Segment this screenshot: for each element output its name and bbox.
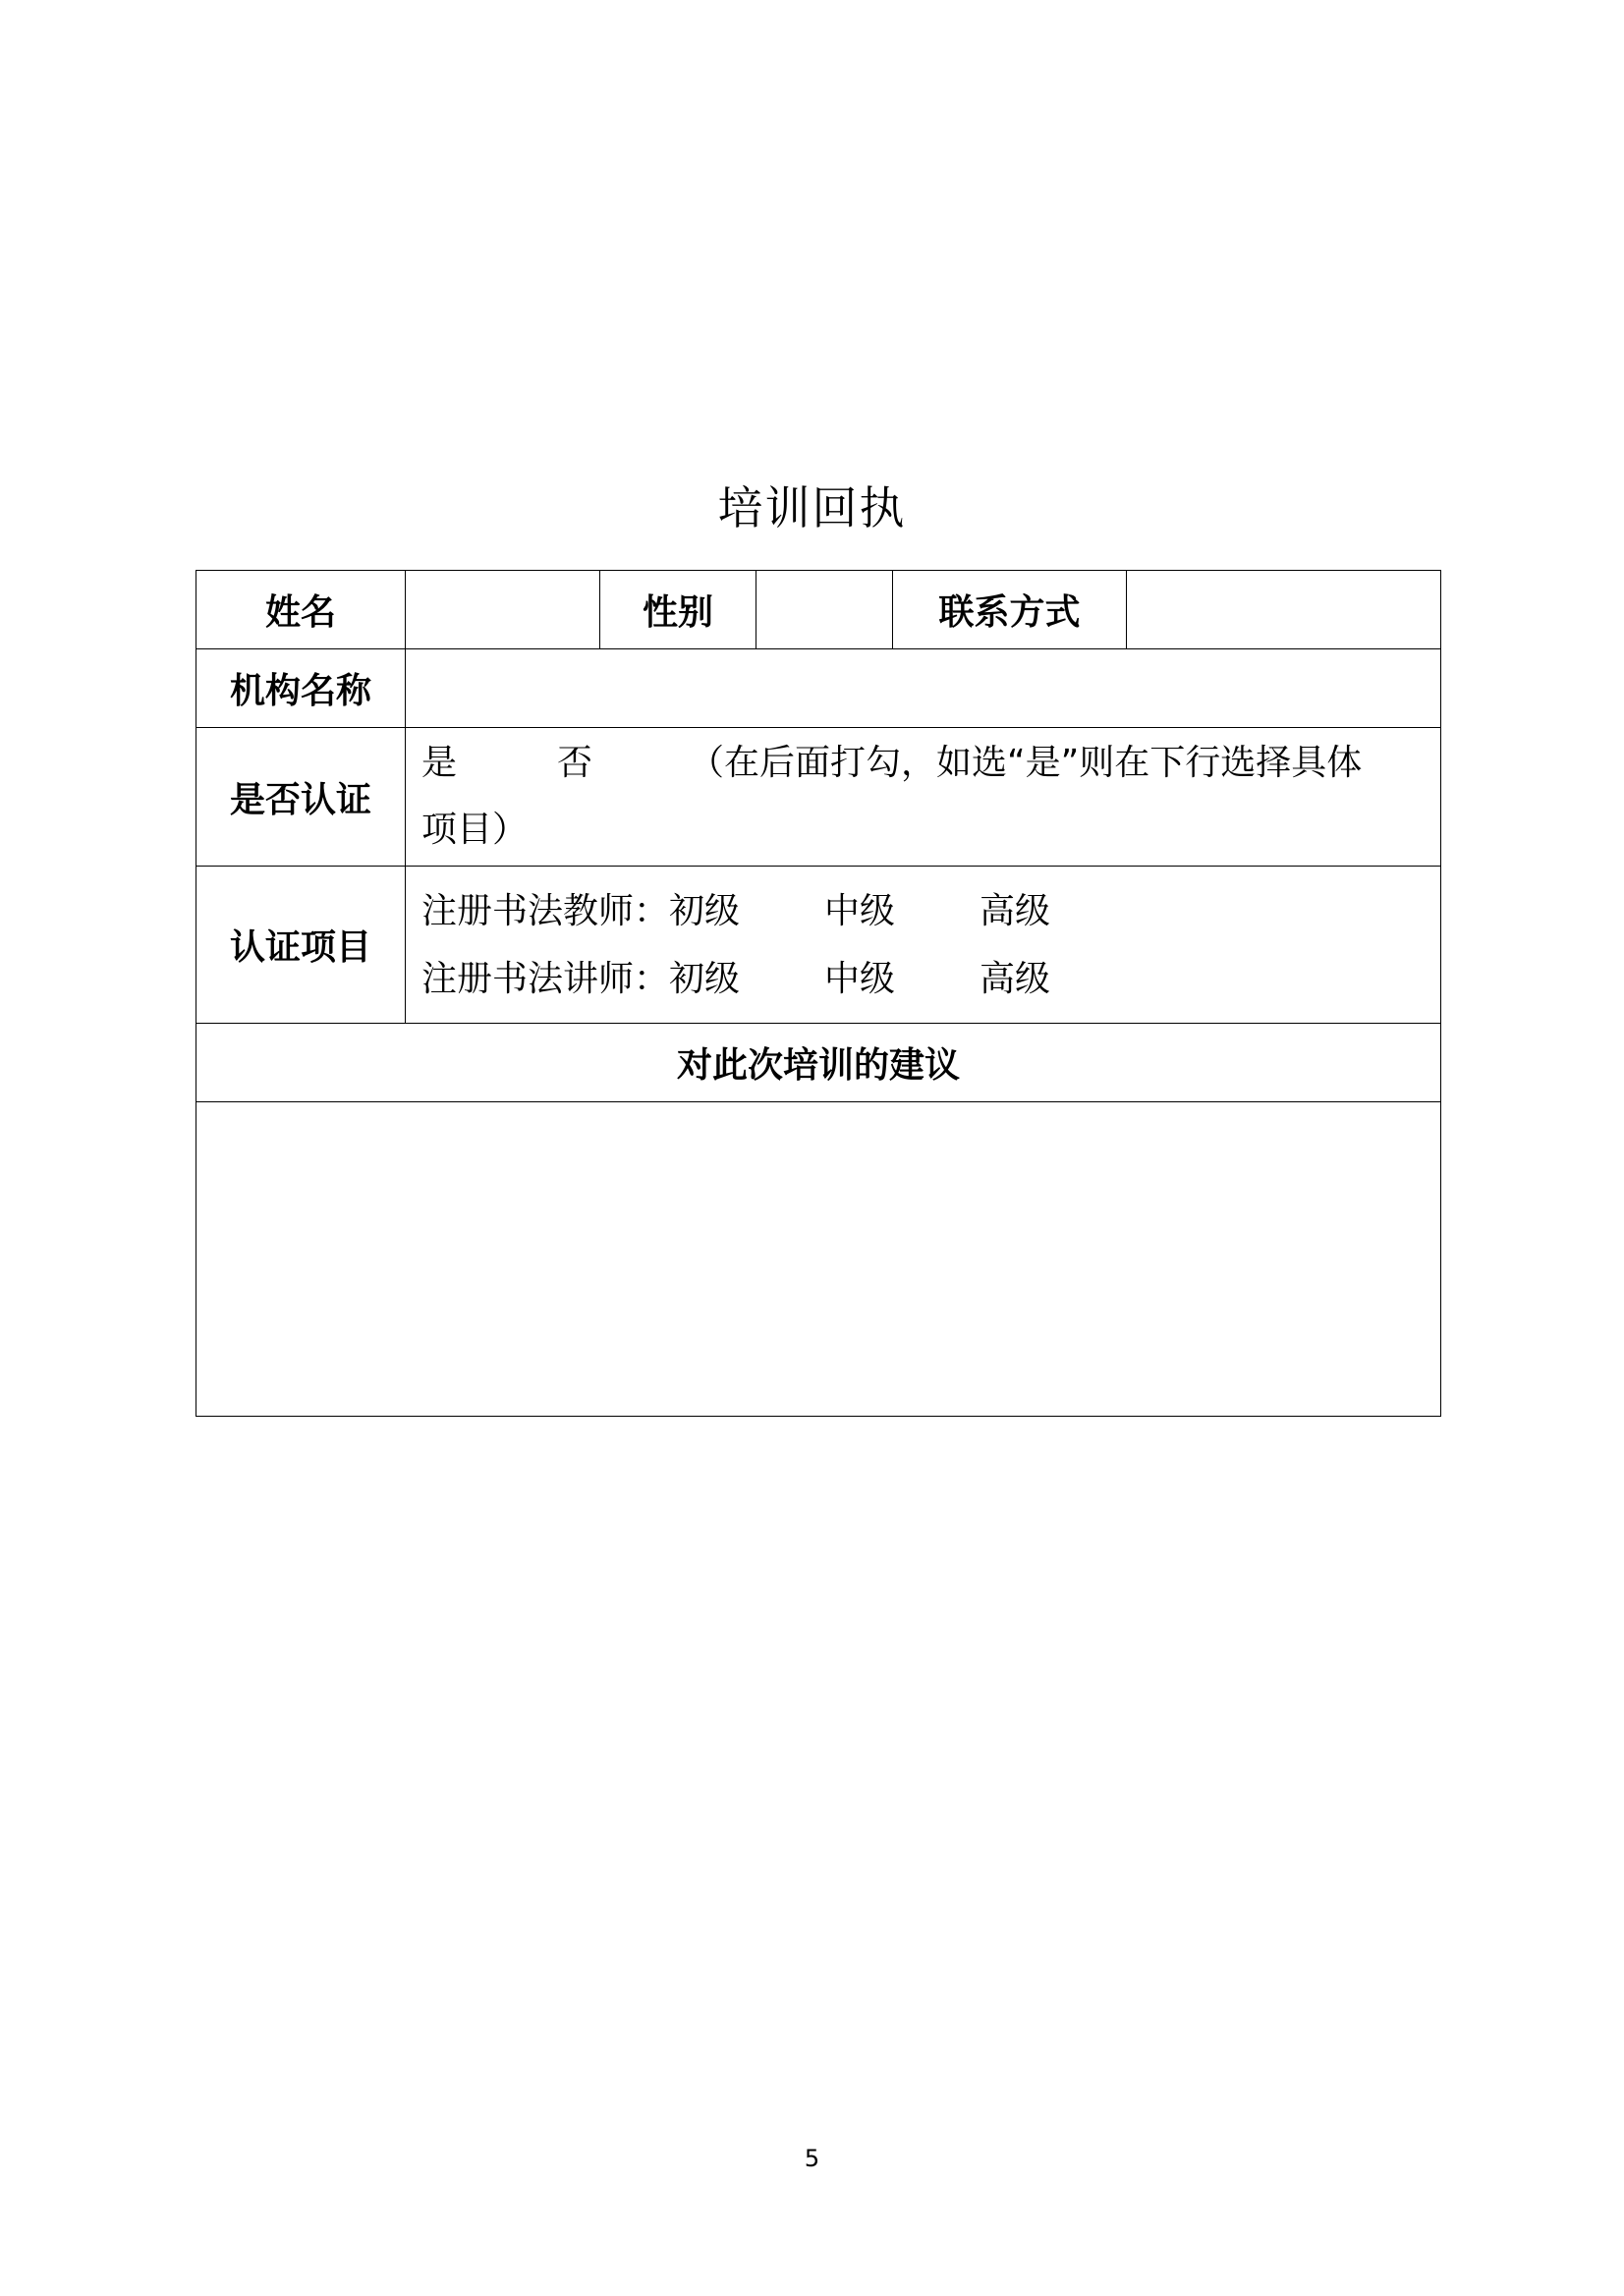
name-label: 姓名 xyxy=(196,571,406,649)
level-option-junior[interactable]: 初级 xyxy=(669,958,741,999)
suggestion-field[interactable] xyxy=(196,1102,1441,1417)
cert-items-label: 认证项目 xyxy=(196,867,406,1024)
form-row-certification xyxy=(196,728,1441,867)
form-row-organization xyxy=(196,649,1441,728)
training-receipt-form xyxy=(196,570,1441,1417)
cert-item-teacher xyxy=(421,877,1440,945)
gender-field[interactable] xyxy=(756,571,893,649)
level-option-junior[interactable]: 初级 xyxy=(669,890,741,931)
form-row-suggestion-header xyxy=(196,1024,1441,1102)
cert-items-cell xyxy=(406,867,1441,1024)
form-row-cert-items xyxy=(196,867,1441,1024)
certification-instruction-continued: 项目） xyxy=(421,810,529,850)
name-field[interactable] xyxy=(406,571,600,649)
certification-choice-cell[interactable] xyxy=(406,728,1441,867)
level-option-senior[interactable]: 高级 xyxy=(980,958,1051,999)
organization-field[interactable] xyxy=(406,649,1441,728)
page-number: 5 xyxy=(804,2145,820,2172)
certification-choice-line xyxy=(421,730,1440,797)
page-title: 培训回执 xyxy=(717,481,907,534)
certification-no-option[interactable]: 否 xyxy=(557,743,593,783)
level-option-intermediate[interactable]: 中级 xyxy=(824,890,896,931)
cert-item-lecturer xyxy=(421,945,1440,1013)
contact-label: 联系方式 xyxy=(893,571,1127,649)
suggestion-label: 对此次培训的建议 xyxy=(196,1024,1441,1102)
form-row-basic-info xyxy=(196,571,1441,649)
gender-label: 性别 xyxy=(600,571,756,649)
cert-item-name: 注册书法讲师： xyxy=(421,958,670,999)
certification-yes-option[interactable]: 是 xyxy=(421,743,458,783)
organization-label: 机构名称 xyxy=(196,649,406,728)
certification-instruction: （在后面打勾，如选“是”则在下行选择具体 xyxy=(689,743,1363,783)
form-row-suggestion-body xyxy=(196,1102,1441,1417)
level-option-intermediate[interactable]: 中级 xyxy=(824,958,896,999)
cert-item-name: 注册书法教师： xyxy=(421,890,670,931)
contact-field[interactable] xyxy=(1127,571,1441,649)
level-option-senior[interactable]: 高级 xyxy=(980,890,1051,931)
certification-label: 是否认证 xyxy=(196,728,406,867)
